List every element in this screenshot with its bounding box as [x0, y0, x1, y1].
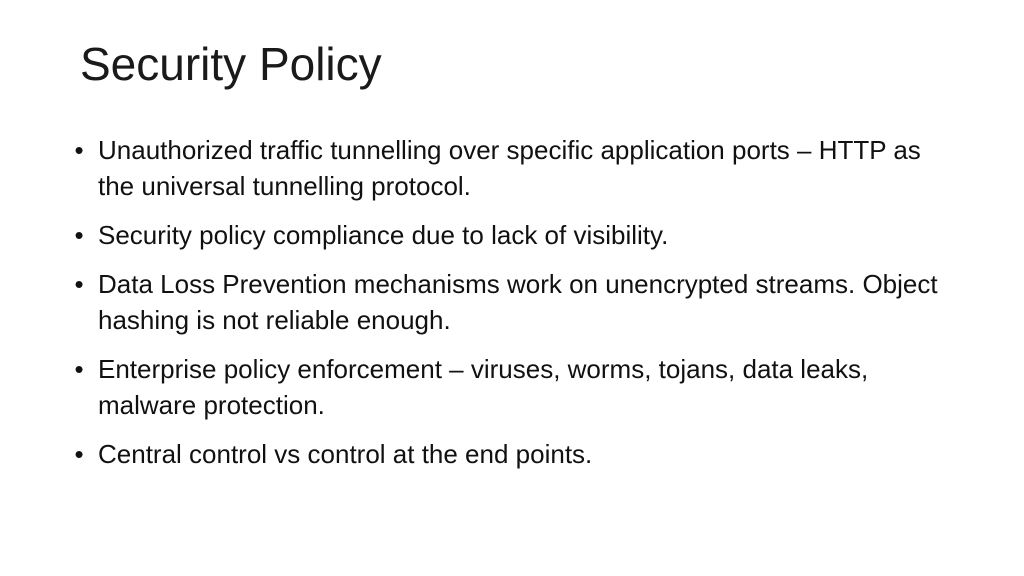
bullet-text: Central control vs control at the end points. — [98, 439, 593, 469]
bullet-dot-icon: • — [74, 220, 84, 250]
bullet-text: Enterprise policy enforcement – viruses, worms, tojans, data leaks, malware protection. — [98, 354, 869, 420]
bullet-dot-icon: • — [74, 135, 84, 165]
bullet-dot-icon: • — [74, 439, 84, 469]
bullet-text: Data Loss Prevention mechanisms work on unencrypted streams. Object hashing is not reliable enough. — [98, 269, 938, 335]
bullet-item — [72, 436, 952, 472]
bullet-text: Security policy compliance due to lack of visibility. — [98, 220, 669, 250]
bullet-text: Unauthorized traffic tunnelling over specific application ports – HTTP as the universal tunnelling protocol. — [98, 135, 921, 201]
bullet-dot-icon: • — [74, 354, 84, 384]
slide-title: Security Policy — [80, 38, 382, 90]
bullet-item — [72, 132, 952, 204]
bullet-item — [72, 351, 952, 423]
bullet-dot-icon: • — [74, 269, 84, 299]
bullet-item — [72, 217, 952, 253]
bullet-item — [72, 266, 952, 338]
bullet-list — [72, 132, 952, 485]
